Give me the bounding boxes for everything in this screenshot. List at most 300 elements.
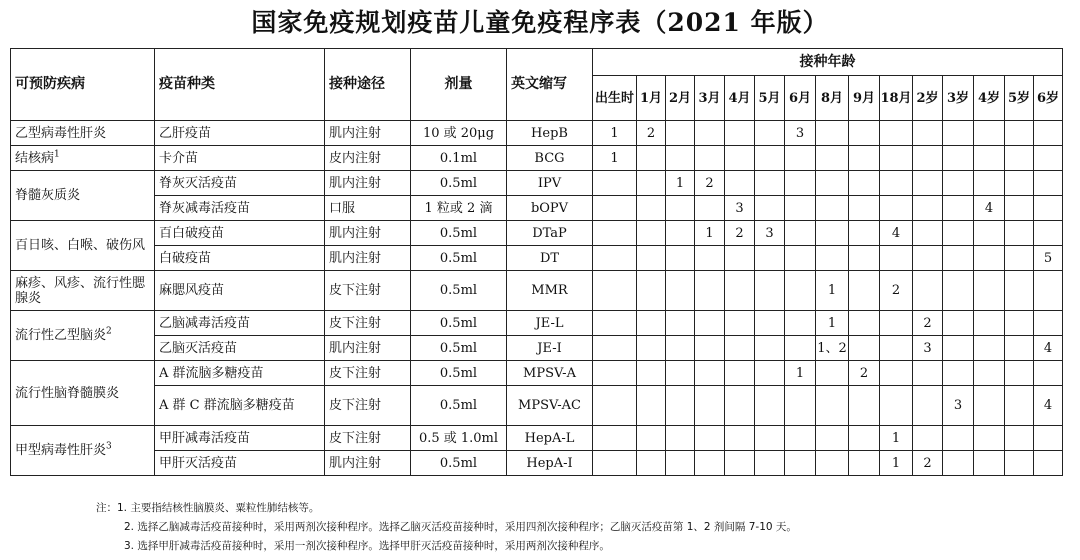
dose-number-cell — [637, 311, 666, 336]
dose-number-cell — [666, 121, 695, 146]
dose-number-cell — [1005, 361, 1034, 386]
dose-number-cell — [943, 221, 974, 246]
header-age-14: 6岁 — [1034, 76, 1063, 121]
footnote-1: 注：1. 主要指结核性脑膜炎、粟粒性肺结核等。 — [96, 502, 320, 514]
dose-number-cell — [943, 171, 974, 196]
dose-number-cell — [849, 451, 880, 476]
table-row — [11, 336, 1063, 361]
dose-number-cell — [755, 121, 785, 146]
dose-number-cell — [666, 196, 695, 221]
dose-number-cell — [849, 386, 880, 426]
dose-number-cell: 2 — [637, 121, 666, 146]
vaccine-cell: 百白破疫苗 — [155, 221, 325, 246]
table-row — [11, 196, 1063, 221]
dose-number-cell — [785, 271, 816, 311]
dose-number-cell — [943, 361, 974, 386]
dose-cell: 10 或 20μg — [411, 121, 507, 146]
dose-number-cell — [913, 196, 943, 221]
dose-number-cell: 1 — [880, 426, 913, 451]
dose-number-cell — [880, 361, 913, 386]
dose-number-cell — [755, 271, 785, 311]
dose-number-cell — [880, 311, 913, 336]
dose-number-cell — [1005, 386, 1034, 426]
dose-number-cell — [725, 271, 755, 311]
dose-number-cell: 1 — [785, 361, 816, 386]
header-route: 接种途径 — [325, 49, 411, 121]
dose-number-cell — [974, 271, 1005, 311]
dose-number-cell — [593, 196, 637, 221]
disease-name: 脊髓灰质炎 — [15, 188, 81, 203]
footnotes — [96, 499, 1056, 556]
abbr-cell: MPSV-AC — [507, 386, 593, 426]
dose-number-cell — [785, 171, 816, 196]
header-age-group: 接种年龄 — [593, 49, 1063, 76]
dose-cell: 0.5ml — [411, 271, 507, 311]
abbr-cell: JE-I — [507, 336, 593, 361]
vaccine-cell: 脊灰灭活疫苗 — [155, 171, 325, 196]
route-cell: 肌内注射 — [325, 336, 411, 361]
dose-number-cell — [816, 121, 849, 146]
table-row — [11, 451, 1063, 476]
dose-number-cell — [974, 451, 1005, 476]
dose-number-cell — [849, 246, 880, 271]
dose-number-cell — [849, 146, 880, 171]
dose-number-cell — [974, 426, 1005, 451]
dose-number-cell — [725, 171, 755, 196]
dose-number-cell — [816, 171, 849, 196]
dose-number-cell: 2 — [880, 271, 913, 311]
dose-number-cell — [593, 336, 637, 361]
dose-number-cell — [816, 451, 849, 476]
route-cell: 皮下注射 — [325, 426, 411, 451]
dose-number-cell — [637, 246, 666, 271]
dose-number-cell — [913, 426, 943, 451]
route-cell: 肌内注射 — [325, 171, 411, 196]
disease-cell — [11, 171, 155, 221]
dose-number-cell — [593, 171, 637, 196]
dose-number-cell: 4 — [1034, 386, 1063, 426]
dose-number-cell — [913, 271, 943, 311]
dose-number-cell — [666, 361, 695, 386]
dose-number-cell — [725, 451, 755, 476]
abbr-cell: bOPV — [507, 196, 593, 221]
dose-number-cell — [816, 221, 849, 246]
dose-number-cell — [637, 451, 666, 476]
header-age-10: 2岁 — [913, 76, 943, 121]
dose-number-cell: 3 — [725, 196, 755, 221]
dose-cell: 0.5ml — [411, 336, 507, 361]
dose-number-cell — [785, 426, 816, 451]
header-age-8: 9月 — [849, 76, 880, 121]
vaccine-cell: 脊灰减毒活疫苗 — [155, 196, 325, 221]
dose-number-cell — [974, 246, 1005, 271]
disease-name: 麻疹、风疹、流行性腮腺炎 — [15, 275, 146, 306]
dose-number-cell — [637, 386, 666, 426]
header-age-3: 3月 — [695, 76, 725, 121]
dose-number-cell — [666, 146, 695, 171]
dose-cell: 0.5ml — [411, 386, 507, 426]
dose-number-cell — [695, 311, 725, 336]
dose-number-cell: 3 — [943, 386, 974, 426]
dose-number-cell — [637, 171, 666, 196]
dose-number-cell: 1 — [666, 171, 695, 196]
dose-number-cell — [785, 196, 816, 221]
dose-number-cell — [725, 336, 755, 361]
disease-cell — [11, 426, 155, 476]
dose-number-cell — [785, 336, 816, 361]
dose-number-cell — [816, 196, 849, 221]
header-age-11: 3岁 — [943, 76, 974, 121]
abbr-cell: HepA-I — [507, 451, 593, 476]
dose-number-cell — [725, 386, 755, 426]
dose-number-cell — [695, 121, 725, 146]
header-age-12: 4岁 — [974, 76, 1005, 121]
dose-number-cell — [725, 426, 755, 451]
dose-number-cell — [849, 271, 880, 311]
dose-number-cell — [943, 336, 974, 361]
dose-number-cell — [880, 336, 913, 361]
dose-number-cell — [1005, 121, 1034, 146]
dose-number-cell — [755, 426, 785, 451]
dose-cell: 0.5 或 1.0ml — [411, 426, 507, 451]
route-cell: 皮内注射 — [325, 146, 411, 171]
dose-number-cell — [637, 426, 666, 451]
dose-number-cell — [880, 171, 913, 196]
dose-number-cell — [666, 426, 695, 451]
dose-number-cell — [1005, 451, 1034, 476]
dose-number-cell — [816, 146, 849, 171]
dose-number-cell — [943, 451, 974, 476]
abbr-cell: BCG — [507, 146, 593, 171]
route-cell: 肌内注射 — [325, 121, 411, 146]
header-age-6: 6月 — [785, 76, 816, 121]
disease-cell — [11, 146, 155, 171]
table-row — [11, 246, 1063, 271]
dose-number-cell — [1034, 271, 1063, 311]
dose-number-cell — [1034, 196, 1063, 221]
dose-number-cell — [725, 146, 755, 171]
dose-number-cell — [637, 146, 666, 171]
dose-number-cell — [816, 361, 849, 386]
vaccine-cell: 甲肝减毒活疫苗 — [155, 426, 325, 451]
dose-number-cell — [1034, 311, 1063, 336]
dose-number-cell — [637, 196, 666, 221]
dose-number-cell — [849, 336, 880, 361]
dose-number-cell: 2 — [913, 451, 943, 476]
dose-number-cell — [593, 361, 637, 386]
disease-cell — [11, 121, 155, 146]
dose-cell: 0.5ml — [411, 361, 507, 386]
abbr-cell: JE-L — [507, 311, 593, 336]
disease-name: 结核病 — [15, 150, 55, 166]
dose-number-cell — [755, 451, 785, 476]
dose-number-cell — [785, 451, 816, 476]
disease-cell — [11, 311, 155, 361]
dose-number-cell: 1、2 — [816, 336, 849, 361]
dose-number-cell — [849, 426, 880, 451]
dose-number-cell: 3 — [913, 336, 943, 361]
footnote-3: 3. 选择甲肝减毒活疫苗接种时，采用一剂次接种程序。选择甲肝灭活疫苗接种时，采用两剂次接种程序。 — [124, 540, 610, 552]
vaccine-cell: 白破疫苗 — [155, 246, 325, 271]
vaccine-cell: 乙脑减毒活疫苗 — [155, 311, 325, 336]
dose-number-cell — [943, 426, 974, 451]
dose-number-cell — [880, 386, 913, 426]
dose-number-cell — [974, 146, 1005, 171]
abbr-cell: MMR — [507, 271, 593, 311]
dose-number-cell — [1034, 361, 1063, 386]
dose-number-cell — [695, 451, 725, 476]
dose-number-cell — [974, 171, 1005, 196]
vaccine-cell: 乙脑灭活疫苗 — [155, 336, 325, 361]
dose-number-cell: 1 — [880, 451, 913, 476]
dose-number-cell — [943, 271, 974, 311]
dose-number-cell — [695, 361, 725, 386]
dose-number-cell — [1005, 311, 1034, 336]
dose-number-cell — [695, 196, 725, 221]
dose-number-cell: 1 — [593, 146, 637, 171]
route-cell: 肌内注射 — [325, 246, 411, 271]
dose-cell: 0.5ml — [411, 171, 507, 196]
header-disease: 可预防疾病 — [11, 49, 155, 121]
dose-number-cell: 2 — [849, 361, 880, 386]
disease-cell — [11, 271, 155, 311]
footnote-marker: 1 — [54, 149, 60, 160]
dose-number-cell — [943, 311, 974, 336]
dose-number-cell: 1 — [816, 271, 849, 311]
dose-number-cell — [974, 361, 1005, 386]
dose-number-cell — [913, 386, 943, 426]
dose-number-cell — [725, 311, 755, 336]
dose-number-cell — [913, 246, 943, 271]
route-cell: 皮下注射 — [325, 271, 411, 311]
dose-number-cell — [637, 271, 666, 311]
dose-number-cell — [593, 426, 637, 451]
dose-number-cell: 4 — [1034, 336, 1063, 361]
dose-number-cell — [1034, 171, 1063, 196]
dose-number-cell — [666, 451, 695, 476]
dose-number-cell — [695, 271, 725, 311]
dose-number-cell — [880, 246, 913, 271]
header-age-13: 5岁 — [1005, 76, 1034, 121]
dose-number-cell — [785, 311, 816, 336]
abbr-cell: HepB — [507, 121, 593, 146]
dose-number-cell — [725, 246, 755, 271]
dose-number-cell — [666, 336, 695, 361]
dose-number-cell — [695, 336, 725, 361]
dose-number-cell: 3 — [755, 221, 785, 246]
dose-number-cell — [1005, 196, 1034, 221]
dose-number-cell — [637, 221, 666, 246]
dose-cell: 0.1ml — [411, 146, 507, 171]
table-row — [11, 171, 1063, 196]
dose-number-cell — [913, 121, 943, 146]
dose-number-cell — [785, 386, 816, 426]
dose-number-cell — [785, 146, 816, 171]
dose-number-cell — [666, 246, 695, 271]
dose-number-cell: 2 — [695, 171, 725, 196]
dose-number-cell — [593, 386, 637, 426]
dose-number-cell — [1034, 121, 1063, 146]
dose-number-cell — [755, 146, 785, 171]
disease-name: 流行性乙型脑炎 — [15, 328, 107, 343]
disease-name: 甲型病毒性肝炎 — [15, 443, 107, 458]
abbr-cell: IPV — [507, 171, 593, 196]
dose-number-cell — [637, 361, 666, 386]
table-row — [11, 121, 1063, 146]
disease-name: 百日咳、白喉、破伤风 — [15, 238, 146, 253]
table-row — [11, 221, 1063, 246]
dose-number-cell — [755, 336, 785, 361]
dose-number-cell — [1005, 271, 1034, 311]
route-cell: 口服 — [325, 196, 411, 221]
table-row — [11, 386, 1063, 426]
dose-number-cell — [849, 121, 880, 146]
dose-number-cell: 4 — [974, 196, 1005, 221]
dose-number-cell: 1 — [695, 221, 725, 246]
dose-number-cell — [695, 146, 725, 171]
dose-number-cell — [755, 386, 785, 426]
table-row — [11, 361, 1063, 386]
dose-number-cell — [755, 171, 785, 196]
dose-number-cell — [816, 426, 849, 451]
dose-number-cell — [974, 336, 1005, 361]
dose-number-cell — [974, 121, 1005, 146]
dose-number-cell — [913, 221, 943, 246]
header-vaccine: 疫苗种类 — [155, 49, 325, 121]
table-row — [11, 426, 1063, 451]
dose-number-cell — [880, 146, 913, 171]
dose-number-cell — [849, 196, 880, 221]
dose-number-cell — [974, 311, 1005, 336]
dose-number-cell — [1034, 221, 1063, 246]
vaccine-cell: 卡介苗 — [155, 146, 325, 171]
header-dose: 剂量 — [411, 49, 507, 121]
header-age-5: 5月 — [755, 76, 785, 121]
dose-cell: 0.5ml — [411, 311, 507, 336]
dose-number-cell — [666, 221, 695, 246]
dose-number-cell — [725, 361, 755, 386]
dose-number-cell — [849, 221, 880, 246]
dose-number-cell — [974, 221, 1005, 246]
dose-number-cell — [816, 386, 849, 426]
dose-number-cell — [593, 221, 637, 246]
dose-number-cell — [1005, 171, 1034, 196]
dose-number-cell — [755, 196, 785, 221]
footnote-marker: 3 — [106, 441, 112, 452]
dose-number-cell — [1034, 426, 1063, 451]
header-abbr: 英文缩写 — [507, 49, 593, 121]
dose-number-cell — [1005, 246, 1034, 271]
dose-number-cell — [666, 386, 695, 426]
dose-number-cell: 3 — [785, 121, 816, 146]
dose-number-cell: 1 — [593, 121, 637, 146]
route-cell: 皮下注射 — [325, 361, 411, 386]
abbr-cell: HepA-L — [507, 426, 593, 451]
abbr-cell: DTaP — [507, 221, 593, 246]
dose-number-cell — [943, 196, 974, 221]
route-cell: 皮下注射 — [325, 386, 411, 426]
dose-number-cell — [666, 311, 695, 336]
dose-number-cell — [1005, 426, 1034, 451]
disease-cell — [11, 221, 155, 271]
disease-name: 流行性脑脊髓膜炎 — [15, 385, 120, 401]
header-age-0: 出生时 — [593, 76, 637, 121]
disease-name: 乙型病毒性肝炎 — [15, 125, 107, 141]
table-row — [11, 311, 1063, 336]
dose-cell: 0.5ml — [411, 246, 507, 271]
dose-number-cell: 1 — [816, 311, 849, 336]
dose-number-cell: 2 — [725, 221, 755, 246]
dose-number-cell — [913, 171, 943, 196]
header-age-2: 2月 — [666, 76, 695, 121]
route-cell: 肌内注射 — [325, 451, 411, 476]
page-title: 国家免疫规划疫苗儿童免疫程序表（2021 年版） — [251, 8, 829, 37]
dose-number-cell — [755, 246, 785, 271]
dose-number-cell — [849, 171, 880, 196]
dose-number-cell — [593, 451, 637, 476]
vaccine-cell: 麻腮风疫苗 — [155, 271, 325, 311]
header-age-7: 8月 — [816, 76, 849, 121]
dose-number-cell — [816, 246, 849, 271]
disease-cell — [11, 361, 155, 426]
dose-number-cell — [1005, 336, 1034, 361]
dose-number-cell — [637, 336, 666, 361]
dose-number-cell — [785, 221, 816, 246]
header-age-1: 1月 — [637, 76, 666, 121]
dose-number-cell — [593, 271, 637, 311]
dose-cell: 0.5ml — [411, 451, 507, 476]
dose-number-cell — [943, 146, 974, 171]
dose-number-cell — [1005, 221, 1034, 246]
table-row — [11, 146, 1063, 171]
vaccine-cell: 乙肝疫苗 — [155, 121, 325, 146]
dose-number-cell — [943, 246, 974, 271]
dose-number-cell — [880, 196, 913, 221]
vaccine-cell: 甲肝灭活疫苗 — [155, 451, 325, 476]
dose-number-cell — [1034, 451, 1063, 476]
dose-number-cell: 5 — [1034, 246, 1063, 271]
dose-number-cell — [725, 121, 755, 146]
dose-number-cell — [695, 386, 725, 426]
abbr-cell: DT — [507, 246, 593, 271]
header-age-9: 18月 — [880, 76, 913, 121]
dose-number-cell — [755, 311, 785, 336]
dose-cell: 0.5ml — [411, 221, 507, 246]
header-age-4: 4月 — [725, 76, 755, 121]
route-cell: 皮下注射 — [325, 311, 411, 336]
dose-number-cell — [1005, 146, 1034, 171]
abbr-cell: MPSV-A — [507, 361, 593, 386]
dose-number-cell — [913, 146, 943, 171]
dose-number-cell — [785, 246, 816, 271]
footnote-2: 2. 选择乙脑减毒活疫苗接种时，采用两剂次接种程序。选择乙脑灭活疫苗接种时，采用四剂次接种程序；乙脑灭活疫苗第 1、2 剂间隔 7-10 天。 — [124, 521, 797, 533]
dose-number-cell — [695, 426, 725, 451]
table-row — [11, 271, 1063, 311]
dose-number-cell — [943, 121, 974, 146]
dose-number-cell — [755, 361, 785, 386]
immunization-schedule-table — [10, 48, 1063, 476]
vaccine-cell: A 群 C 群流脑多糖疫苗 — [155, 386, 325, 426]
dose-number-cell — [593, 246, 637, 271]
dose-number-cell — [1034, 146, 1063, 171]
dose-number-cell — [666, 271, 695, 311]
footnote-marker: 2 — [106, 326, 112, 337]
dose-number-cell: 4 — [880, 221, 913, 246]
dose-number-cell — [913, 361, 943, 386]
dose-cell: 1 粒或 2 滴 — [411, 196, 507, 221]
vaccine-cell: A 群流脑多糖疫苗 — [155, 361, 325, 386]
dose-number-cell — [974, 386, 1005, 426]
